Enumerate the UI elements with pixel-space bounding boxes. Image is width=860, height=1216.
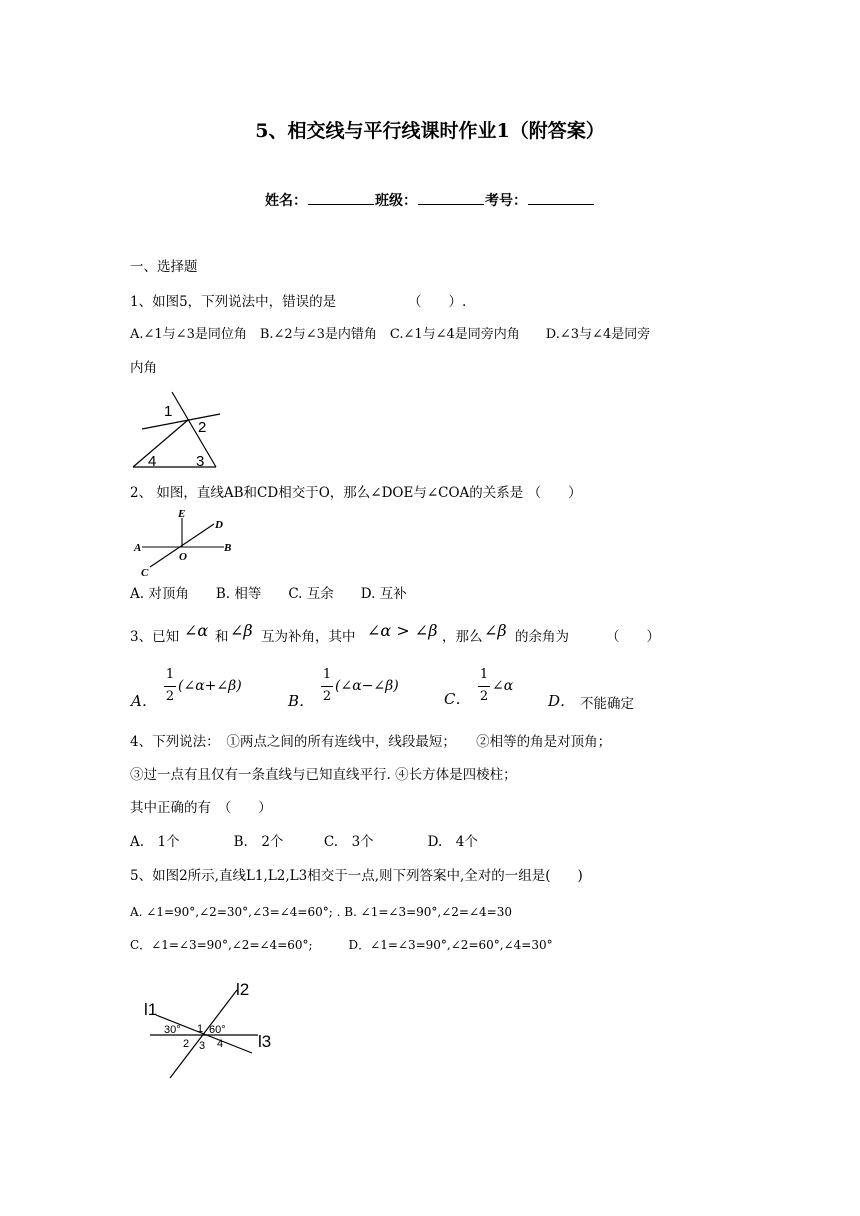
- q5-label-3: 3: [199, 1040, 206, 1052]
- q3-opt-b-expr: (∠α−∠β): [335, 678, 399, 694]
- q3-condition: ∠α > ∠β: [367, 621, 438, 640]
- q2-figure: [128, 506, 238, 578]
- q3-paren: （ ）: [606, 629, 660, 645]
- q3-opt-c-num: 1: [479, 667, 489, 682]
- q5-label-60: 60°: [209, 1024, 226, 1036]
- q3-opt-d-text: 不能确定: [580, 696, 634, 712]
- q3-opt-d-label: D．: [548, 692, 576, 710]
- q1-paren: （ ）.: [408, 294, 467, 310]
- q3-opt-c-expr: ∠α: [492, 678, 514, 694]
- q3-stem-and: 和: [215, 629, 229, 645]
- q3-opt-c-den: 2: [479, 689, 489, 704]
- q2-label-O: O: [179, 551, 187, 563]
- q2-label-E: E: [178, 508, 186, 520]
- q4-line2: ③过一点有且仅有一条直线与已知直线平行. ④长方体是四棱柱；: [130, 767, 517, 783]
- q3-opt-c-bar: [478, 686, 490, 687]
- q1-label-2: 2: [198, 419, 207, 436]
- q1-label-4: 4: [148, 453, 157, 470]
- q5-options-cd: C．∠1=∠3=90°,∠2=∠4=60°; D．∠1=∠3=90°,∠2=60°,∠4=30°: [130, 938, 553, 952]
- q5-label-l3: l3: [258, 1032, 272, 1051]
- q2-label-B: B: [224, 542, 232, 554]
- q1-stem: 1、如图5，下列说法中，错误的是: [130, 294, 337, 310]
- exam-label: 考号：: [485, 193, 527, 209]
- q3-opt-a-bar: [164, 686, 176, 687]
- q3-opt-a-den: 2: [165, 689, 175, 704]
- q2-label-C: C: [141, 567, 149, 579]
- q5-label-1: 1: [197, 1023, 204, 1035]
- q3-beta-2: ∠β: [484, 621, 507, 640]
- exam-blank[interactable]: [528, 190, 594, 205]
- q2-label-A: A: [134, 542, 142, 554]
- q3-stem-b: 互为补角，其中: [261, 629, 356, 645]
- name-label: 姓名：: [265, 193, 307, 209]
- q1-options-cont: 内角: [130, 360, 157, 376]
- q5-stem: 5、如图2所示,直线L1,L2,L3相交于一点,则下列答案中,全对的一组是( ): [130, 868, 583, 884]
- q5-label-l1: l1: [144, 1000, 158, 1019]
- student-info-line: [0, 190, 860, 210]
- q1-label-1: 1: [164, 403, 173, 420]
- q3-opt-b-label: B．: [288, 692, 315, 710]
- q3-alpha: ∠α: [184, 621, 209, 640]
- q1-options: A.∠1与∠3是同位角 B.∠2与∠3是内错角 C.∠1与∠4是同旁内角 D.∠3与∠4是同旁: [130, 327, 651, 342]
- q3-opt-a-expr: (∠α+∠β): [178, 678, 242, 694]
- q2-label-D: D: [215, 519, 223, 531]
- q3-opt-b-den: 2: [322, 689, 332, 704]
- document-title: 5、相交线与平行线课时作业1（附答案）: [255, 120, 605, 142]
- class-blank[interactable]: [418, 190, 484, 205]
- name-blank[interactable]: [308, 190, 374, 205]
- q3-opt-b-bar: [321, 686, 333, 687]
- q5-figure: [140, 975, 290, 1085]
- q3-opt-a-label: A．: [131, 692, 157, 710]
- q2-stem: 2、 如图，直线AB和CD相交于O，那么∠DOE与∠COA的关系是 （ ）: [130, 485, 582, 501]
- q5-label-2: 2: [183, 1038, 190, 1050]
- q2-options: A. 对顶角 B. 相等 C. 互余 D. 互补: [130, 586, 407, 602]
- q3-beta: ∠β: [230, 621, 253, 640]
- q1-label-3: 3: [196, 453, 205, 470]
- q5-label-4: 4: [217, 1038, 224, 1050]
- q4-line1: 4、下列说法： ①两点之间的所有连线中，线段最短； ②相等的角是对顶角；: [130, 734, 612, 750]
- q3-opt-b-num: 1: [322, 667, 332, 682]
- q5-options-ab: A. ∠1=90°,∠2=30°,∠3=∠4=60°; . B. ∠1=∠3=90°,∠2=∠4=30: [130, 905, 512, 919]
- q3-opt-c-label: C．: [444, 690, 471, 708]
- q4-line3: 其中正确的有 （ ）: [130, 800, 272, 816]
- q3-stem-c: ，那么: [442, 629, 483, 645]
- section-heading: 一、选择题: [130, 259, 198, 275]
- q3-stem-a: 3、已知: [130, 629, 180, 645]
- q1-figure: [128, 388, 228, 472]
- q5-label-30: 30°: [164, 1024, 181, 1036]
- q3-opt-a-num: 1: [165, 667, 175, 682]
- class-label: 班级：: [375, 193, 417, 209]
- q5-label-l2: l2: [236, 980, 250, 999]
- q4-options: A. 1个 B. 2个 C. 3个 D. 4个: [130, 834, 478, 850]
- q3-stem-d: 的余角为: [515, 629, 569, 645]
